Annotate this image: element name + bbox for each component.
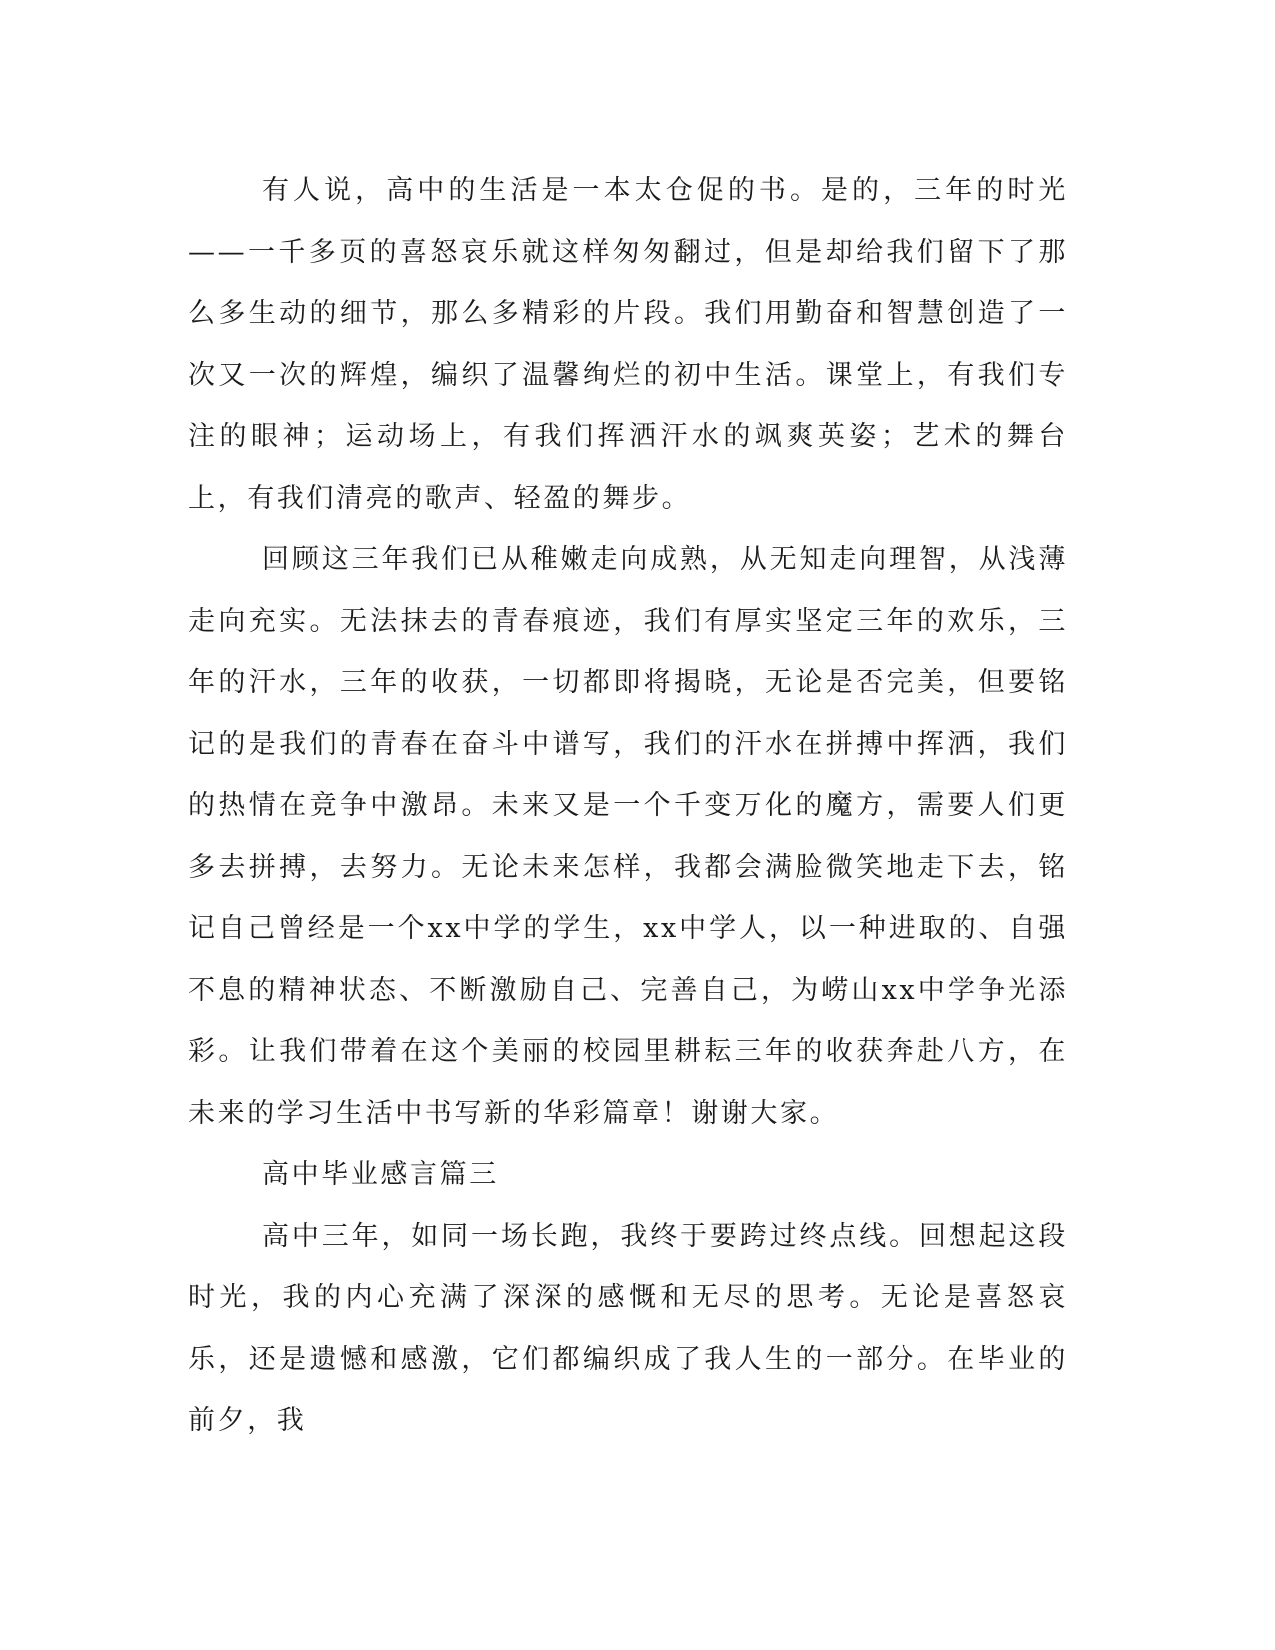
paragraph-2: 回顾这三年我们已从稚嫩走向成熟，从无知走向理智，从浅薄走向充实。无法抹去的青春痕迹，我们有厚实坚定三年的欢乐，三年的汗水，三年的收获，一切都即将揭晓，无论是否完美，但要铭记的是我们的青春在奋斗中谱写，我们的汗水在拼搏中挥洒，我们的热情在竞争中激昂。未来又是一个千变万化的魔方，需要人们更多去拼搏，去努力。无论未来怎样，我都会满脸微笑地走下去，铭记自己曾经是一个xx中学的学生，xx中学人，以一种进取的、自强不息的精神状态、不断激励自己、完善自己，为崂山xx中学争光添彩。让我们带着在这个美丽的校园里耕耘三年的收获奔赴八方，在未来的学习生活中书写新的华彩篇章！谢谢大家。 [188, 544, 1068, 1129]
section-heading: 高中毕业感言篇三 [262, 1159, 499, 1190]
document-body [188, 160, 1068, 1452]
paragraph-3: 高中三年，如同一场长跑，我终于要跨过终点线。回想起这段时光，我的内心充满了深深的感慨和无尽的思考。无论是喜怒哀乐，还是遗憾和感激，它们都编织成了我人生的一部分。在毕业的前夕，我 [188, 1220, 1068, 1436]
paragraph-1: 有人说，高中的生活是一本太仓促的书。是的，三年的时光——一千多页的喜怒哀乐就这样匆匆翻过，但是却给我们留下了那么多生动的细节，那么多精彩的片段。我们用勤奋和智慧创造了一次又一次的辉煌，编织了温馨绚烂的初中生活。课堂上，有我们专注的眼神；运动场上，有我们挥洒汗水的飒爽英姿；艺术的舞台上，有我们清亮的歌声、轻盈的舞步。 [188, 175, 1068, 514]
